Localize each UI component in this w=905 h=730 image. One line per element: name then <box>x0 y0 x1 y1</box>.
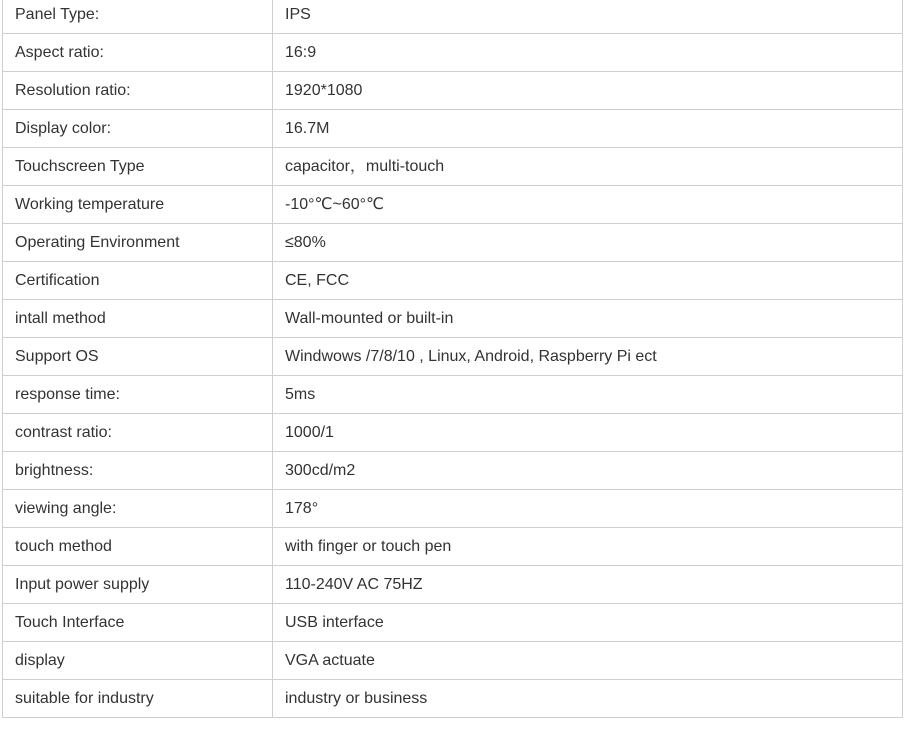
table-row <box>3 300 903 338</box>
spec-label: Resolution ratio: <box>3 72 273 110</box>
table-row <box>3 490 903 528</box>
spec-label: brightness: <box>3 452 273 490</box>
spec-label: response time: <box>3 376 273 414</box>
spec-label: viewing angle: <box>3 490 273 528</box>
spec-label: suitable for industry <box>3 680 273 718</box>
spec-value: 300cd/m2 <box>273 452 903 490</box>
spec-value: 110-240V AC 75HZ <box>273 566 903 604</box>
table-row <box>3 262 903 300</box>
table-row <box>3 148 903 186</box>
spec-label: display <box>3 642 273 680</box>
spec-value: 1920*1080 <box>273 72 903 110</box>
spec-value: capacitor，multi-touch <box>273 148 903 186</box>
table-row <box>3 604 903 642</box>
table-row <box>3 224 903 262</box>
table-row <box>3 566 903 604</box>
spec-label: Input power supply <box>3 566 273 604</box>
table-row <box>3 34 903 72</box>
spec-label: touch method <box>3 528 273 566</box>
spec-value: 178° <box>273 490 903 528</box>
specifications-table <box>2 0 903 718</box>
table-row <box>3 72 903 110</box>
table-row <box>3 110 903 148</box>
specifications-table-body <box>3 0 903 718</box>
spec-label: Aspect ratio: <box>3 34 273 72</box>
spec-label: Panel Type: <box>3 0 273 34</box>
spec-label: Operating Environment <box>3 224 273 262</box>
spec-value: Windwows /7/8/10 , Linux, Android, Raspberry Pi ect <box>273 338 903 376</box>
spec-value: USB interface <box>273 604 903 642</box>
spec-label: Certification <box>3 262 273 300</box>
spec-value: Wall-mounted or built-in <box>273 300 903 338</box>
spec-label: Touchscreen Type <box>3 148 273 186</box>
spec-label: Support OS <box>3 338 273 376</box>
table-row <box>3 414 903 452</box>
table-row <box>3 0 903 34</box>
spec-value: industry or business <box>273 680 903 718</box>
spec-value: VGA actuate <box>273 642 903 680</box>
spec-label: Touch Interface <box>3 604 273 642</box>
spec-value: ≤80% <box>273 224 903 262</box>
spec-value: 1000/1 <box>273 414 903 452</box>
spec-value: IPS <box>273 0 903 34</box>
spec-value: CE, FCC <box>273 262 903 300</box>
table-row <box>3 338 903 376</box>
table-row <box>3 642 903 680</box>
spec-value: 5ms <box>273 376 903 414</box>
table-row <box>3 452 903 490</box>
spec-label: intall method <box>3 300 273 338</box>
spec-value: -10°℃~60°℃ <box>273 186 903 224</box>
spec-value: with finger or touch pen <box>273 528 903 566</box>
table-row <box>3 376 903 414</box>
spec-label: contrast ratio: <box>3 414 273 452</box>
spec-label: Working temperature <box>3 186 273 224</box>
table-row <box>3 186 903 224</box>
table-row <box>3 528 903 566</box>
table-row <box>3 680 903 718</box>
spec-value: 16:9 <box>273 34 903 72</box>
spec-value: 16.7M <box>273 110 903 148</box>
spec-label: Display color: <box>3 110 273 148</box>
